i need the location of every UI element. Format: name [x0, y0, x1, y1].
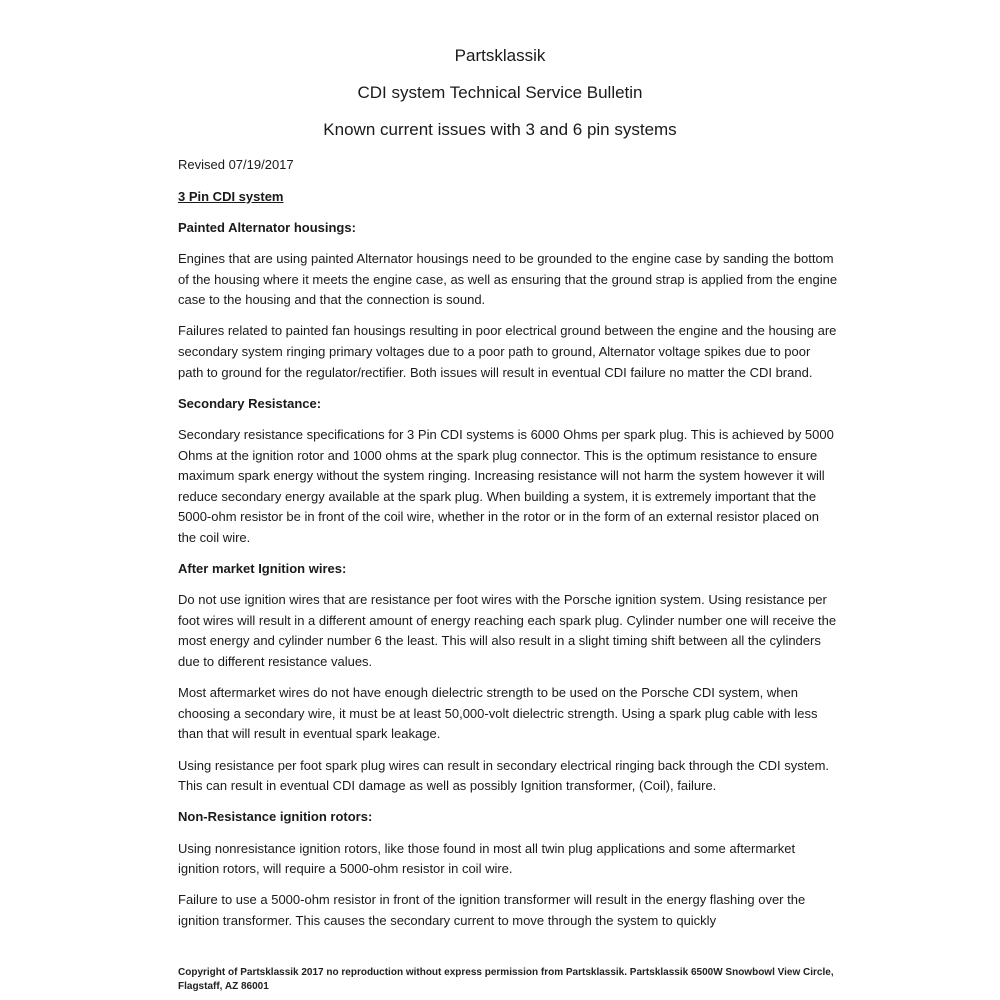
section-title: 3 Pin CDI system	[178, 188, 284, 204]
bulletin-title: CDI system Technical Service Bulletin	[357, 83, 643, 102]
heading-painted-alternator: Painted Alternator housings:	[178, 219, 356, 235]
paragraph: Failure to use a 5000-ohm resistor in front of the ignition transformer will result in the energy flashing over the ignition transformer. This causes the secondary current to move through the system to quickly	[178, 892, 806, 928]
paragraph: Most aftermarket wires do not have enough dielectric strength to be used on the Porsche CDI system, when choosing a secondary wire, it must be at least 50,000-volt dielectric strength. Using a spark plug cable with less than that will result in eventual spark leakage.	[178, 685, 818, 742]
heading-secondary-resistance: Secondary Resistance:	[178, 395, 322, 411]
paragraph: Engines that are using painted Alternator housings need to be grounded to the engine case by sanding the bottom of the housing where it meets the engine case, as well as ensuring that the ground strap is applied from the engine case to the housing and that the connection is sound.	[178, 250, 838, 308]
revised-date: Revised 07/19/2017	[178, 157, 294, 172]
paragraph: Using resistance per foot spark plug wires can result in secondary electrical ringing back through the CDI system. This can result in eventual CDI damage as well as possibly Ignition transformer, (Coil), failure.	[178, 757, 830, 794]
copyright-footer: Copyright of Partsklassik 2017 no reproduction without express permission from Partsklassik. Partsklassik 6500W Snowbowl View Circle, Flagstaff, AZ 86001	[178, 967, 834, 992]
paragraph: Secondary resistance specifications for 3 Pin CDI systems is 6000 Ohms per spark plug. This is achieved by 5000 Ohms at the ignition rotor and 1000 ohms at the spark plug connector. This is the optimum resistance to ensure maximum spark energy without the system ringing. Increasing resistance will not harm the system however it will reduce secondary energy available at the spark plug. When building a system, it is extremely important that the 5000-ohm resistor be in front of the coil wire, whether in the rotor or in the form of an external resistor placed on the coil wire.	[178, 426, 834, 545]
document-body	[178, 155, 838, 942]
paragraph: Failures related to painted fan housings resulting in poor electrical ground between the engine and the housing are secondary system ringing primary voltages due to a poor path to ground, Alternator voltage spikes due to poor path to ground for the regulator/rectifier. Both issues will result in eventual CDI failure no matter the CDI brand.	[178, 323, 837, 380]
paragraph: Do not use ignition wires that are resistance per foot wires with the Porsche ignition system. Using resistance per foot wires will result in a different amount of energy reaching each spark plug. Cylinder number one will receive the most energy and cylinder number 6 the least. This will also result in a slight timing shift between all the cylinders due to different resistance values.	[178, 592, 837, 670]
paragraph: Using nonresistance ignition rotors, like those found in most all twin plug applications and some aftermarket ignition rotors, will require a 5000-ohm resistor in coil wire.	[178, 840, 796, 877]
heading-non-resistance-rotors: Non-Resistance ignition rotors:	[178, 809, 373, 825]
bulletin-subtitle: Known current issues with 3 and 6 pin systems	[323, 120, 677, 139]
company-title: Partsklassik	[454, 46, 546, 65]
heading-aftermarket-wires: After market Ignition wires:	[178, 561, 347, 577]
